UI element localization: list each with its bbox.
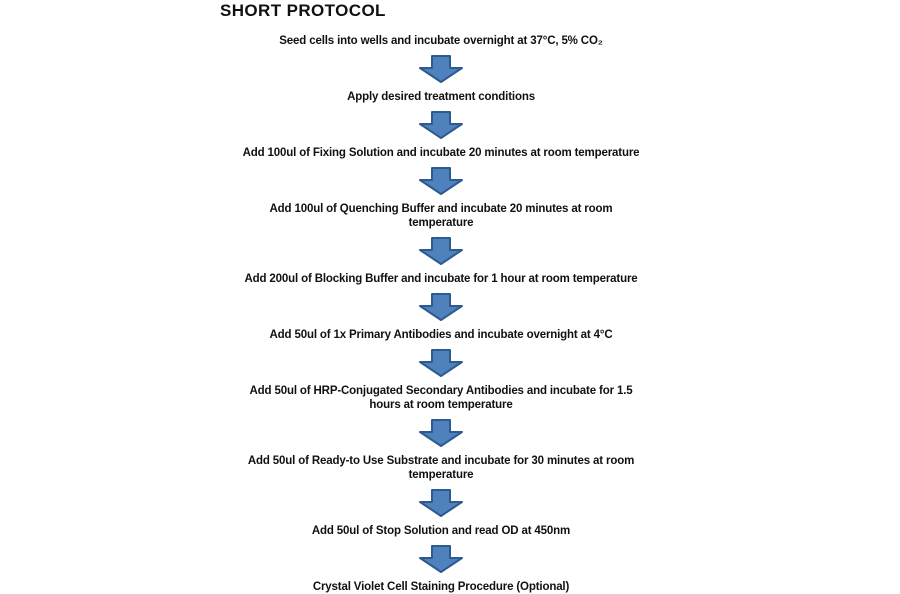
- protocol-step: [243, 146, 640, 160]
- protocol-step: [312, 524, 570, 538]
- protocol-step-line: Add 50ul of Ready-to Use Substrate and incubate for 30 minutes at room: [247, 455, 635, 467]
- protocol-step: [279, 34, 602, 48]
- down-arrow-icon: [419, 419, 463, 447]
- page-title: SHORT PROTOCOL: [220, 1, 386, 20]
- protocol-step-line: Crystal Violet Cell Staining Procedure (Optional): [312, 581, 570, 593]
- down-arrow-icon: [419, 545, 463, 573]
- protocol-step: [270, 328, 613, 342]
- protocol-step-line: temperature: [408, 469, 474, 481]
- down-arrow-icon: [419, 167, 463, 195]
- protocol-step: [270, 202, 613, 230]
- protocol-step-line: Add 50ul of Stop Solution and read OD at 450nm: [311, 525, 571, 537]
- protocol-step-line: temperature: [408, 217, 474, 229]
- protocol-step-line: Add 100ul of Fixing Solution and incubate 20 minutes at room temperature: [242, 147, 640, 159]
- protocol-step-line: Seed cells into wells and incubate overnight at 37°C, 5% CO₂: [279, 35, 603, 47]
- down-arrow-icon: [419, 489, 463, 517]
- down-arrow-icon: [419, 237, 463, 265]
- protocol-step-line: Add 50ul of HRP-Conjugated Secondary Antibodies and incubate for 1.5: [249, 385, 633, 397]
- protocol-step-line: hours at room temperature: [369, 399, 513, 411]
- protocol-step: [250, 384, 633, 412]
- down-arrow-icon: [419, 293, 463, 321]
- protocol-flowchart: [0, 34, 882, 594]
- down-arrow-icon: [419, 349, 463, 377]
- down-arrow-icon: [419, 111, 463, 139]
- protocol-step-line: Apply desired treatment conditions: [347, 91, 535, 103]
- protocol-step-line: Add 50ul of 1x Primary Antibodies and incubate overnight at 4°C: [269, 329, 613, 341]
- protocol-step: [244, 272, 637, 286]
- protocol-step: [313, 580, 569, 594]
- protocol-step: [347, 90, 535, 104]
- protocol-step-line: Add 100ul of Quenching Buffer and incubate 20 minutes at room: [269, 203, 613, 215]
- down-arrow-icon: [419, 55, 463, 83]
- protocol-step-line: Add 200ul of Blocking Buffer and incubate for 1 hour at room temperature: [244, 273, 638, 285]
- protocol-step: [248, 454, 634, 482]
